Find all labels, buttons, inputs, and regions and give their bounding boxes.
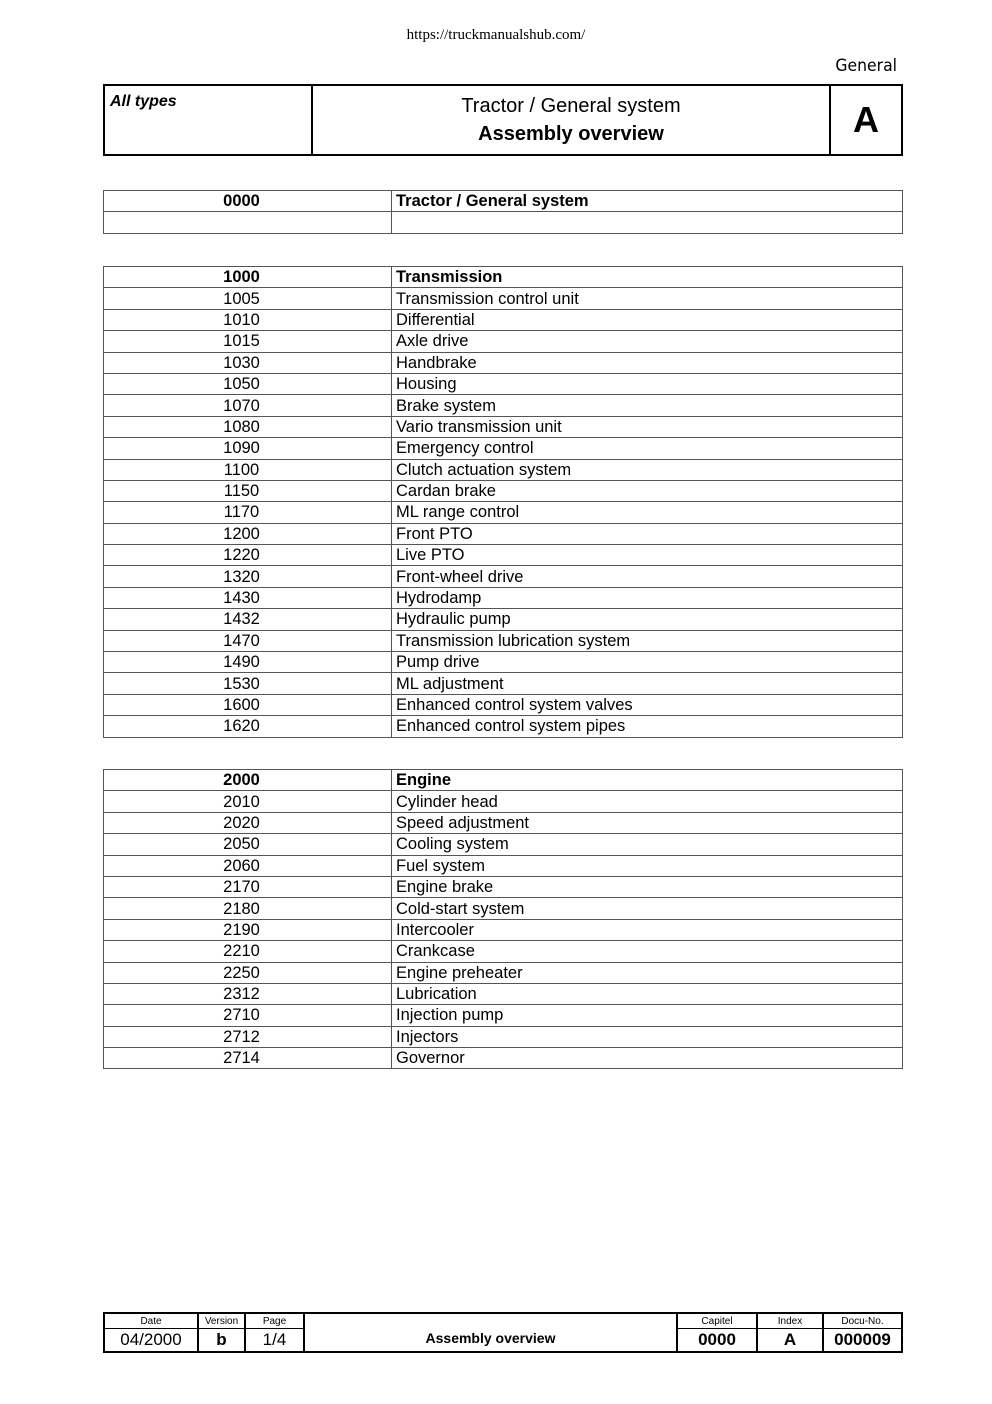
item-name: ML adjustment (392, 673, 903, 694)
table-row (104, 609, 903, 630)
table-row (104, 395, 903, 416)
footer-date: 04/2000 (120, 1330, 182, 1349)
item-name: Front PTO (392, 523, 903, 544)
item-name: Transmission control unit (392, 288, 903, 309)
item-code: 1430 (104, 587, 392, 608)
table-row (104, 941, 903, 962)
item-name: Engine preheater (392, 962, 903, 983)
item-code: 2020 (104, 812, 392, 833)
item-name: Governor (392, 1048, 903, 1069)
footer-capitel-cell (678, 1314, 758, 1351)
item-name: Clutch actuation system (392, 459, 903, 480)
footer-date-label: Date (105, 1314, 197, 1329)
item-name: Lubrication (392, 983, 903, 1004)
item-name: Brake system (392, 395, 903, 416)
item-code: 1220 (104, 545, 392, 566)
group-table-2000 (103, 769, 903, 1069)
document-subtitle: Assembly overview (478, 123, 664, 145)
item-name (392, 212, 903, 233)
group-name: Transmission (392, 267, 903, 288)
section-label: General (835, 56, 897, 76)
document-title: Tractor / General system (461, 95, 681, 117)
table-row (104, 716, 903, 737)
group-header-row (104, 191, 903, 212)
document-footer (103, 1312, 903, 1353)
footer-page: 1/4 (262, 1330, 287, 1349)
item-name: Handbrake (392, 352, 903, 373)
item-name: Fuel system (392, 855, 903, 876)
item-name: Hydrodamp (392, 587, 903, 608)
group-code: 1000 (104, 267, 392, 288)
group-header-row (104, 770, 903, 791)
group-header-row (104, 267, 903, 288)
group-name: Tractor / General system (392, 191, 903, 212)
item-code: 2210 (104, 941, 392, 962)
item-code: 1010 (104, 309, 392, 330)
table-row (104, 373, 903, 394)
index-letter: A (853, 99, 879, 140)
item-code: 1200 (104, 523, 392, 544)
item-name: Vario transmission unit (392, 416, 903, 437)
table-row (104, 1005, 903, 1026)
item-name: Injectors (392, 1026, 903, 1047)
item-name: Transmission lubrication system (392, 630, 903, 651)
item-code: 1005 (104, 288, 392, 309)
item-code: 1050 (104, 373, 392, 394)
table-row (104, 331, 903, 352)
item-name: Enhanced control system pipes (392, 716, 903, 737)
item-code: 1030 (104, 352, 392, 373)
group-name: Engine (392, 770, 903, 791)
item-code: 2190 (104, 919, 392, 940)
item-code: 1530 (104, 673, 392, 694)
item-code: 2714 (104, 1048, 392, 1069)
table-row (104, 876, 903, 897)
item-name: Intercooler (392, 919, 903, 940)
item-code: 2712 (104, 1026, 392, 1047)
item-code (104, 212, 392, 233)
item-name: Front-wheel drive (392, 566, 903, 587)
footer-docu-cell (824, 1314, 901, 1351)
item-code: 2180 (104, 898, 392, 919)
item-code: 1170 (104, 502, 392, 523)
item-name: Hydraulic pump (392, 609, 903, 630)
footer-version-label: Version (199, 1314, 244, 1329)
footer-index: A (783, 1330, 797, 1349)
item-name: Injection pump (392, 1005, 903, 1026)
item-name: Live PTO (392, 545, 903, 566)
item-code: 1432 (104, 609, 392, 630)
item-code: 2312 (104, 983, 392, 1004)
item-code: 1100 (104, 459, 392, 480)
table-row (104, 962, 903, 983)
table-row (104, 416, 903, 437)
item-name: Housing (392, 373, 903, 394)
item-code: 2710 (104, 1005, 392, 1026)
table-row (104, 919, 903, 940)
table-row (104, 652, 903, 673)
table-row (104, 834, 903, 855)
item-code: 2010 (104, 791, 392, 812)
source-url[interactable]: https://truckmanualshub.com/ (406, 27, 586, 43)
table-row (104, 812, 903, 833)
item-name: Axle drive (392, 331, 903, 352)
table-row (104, 480, 903, 501)
table-row (104, 587, 903, 608)
item-code: 1490 (104, 652, 392, 673)
item-name: Pump drive (392, 652, 903, 673)
footer-capitel-label: Capitel (678, 1314, 756, 1329)
item-code: 1070 (104, 395, 392, 416)
item-code: 1090 (104, 438, 392, 459)
table-row (104, 630, 903, 651)
item-name: Cardan brake (392, 480, 903, 501)
item-name: Differential (392, 309, 903, 330)
item-code: 1620 (104, 716, 392, 737)
item-code: 1150 (104, 480, 392, 501)
footer-version-cell (199, 1314, 246, 1351)
footer-docu-label: Docu-No. (824, 1314, 901, 1329)
table-row (104, 288, 903, 309)
footer-index-cell (758, 1314, 824, 1351)
item-code: 1600 (104, 694, 392, 715)
item-code: 1320 (104, 566, 392, 587)
item-name: Engine brake (392, 876, 903, 897)
item-code: 2250 (104, 962, 392, 983)
table-row (104, 352, 903, 373)
item-name: ML range control (392, 502, 903, 523)
table-row (104, 545, 903, 566)
table-row (104, 459, 903, 480)
table-row (104, 212, 903, 233)
table-row (104, 694, 903, 715)
footer-title-cell (305, 1314, 678, 1351)
footer-title: Assembly overview (425, 1329, 556, 1346)
item-code: 1080 (104, 416, 392, 437)
table-row (104, 1026, 903, 1047)
applicable-types: All types (105, 86, 313, 154)
footer-version: b (216, 1330, 227, 1349)
item-name: Cold-start system (392, 898, 903, 919)
item-name: Emergency control (392, 438, 903, 459)
item-name: Cooling system (392, 834, 903, 855)
item-name: Enhanced control system valves (392, 694, 903, 715)
table-row (104, 309, 903, 330)
item-code: 2060 (104, 855, 392, 876)
group-code: 2000 (104, 770, 392, 791)
table-row (104, 1048, 903, 1069)
footer-index-label: Index (758, 1314, 822, 1329)
table-row (104, 566, 903, 587)
table-row (104, 855, 903, 876)
group-table-1000 (103, 266, 903, 738)
item-name: Crankcase (392, 941, 903, 962)
item-name: Speed adjustment (392, 812, 903, 833)
table-row (104, 983, 903, 1004)
header-title-block (313, 86, 831, 154)
footer-date-cell (105, 1314, 199, 1351)
group-table-0000 (103, 190, 903, 234)
item-code: 2170 (104, 876, 392, 897)
table-row (104, 523, 903, 544)
footer-page-cell (246, 1314, 305, 1351)
item-code: 1470 (104, 630, 392, 651)
table-row (104, 791, 903, 812)
table-row (104, 438, 903, 459)
footer-docu-number: 000009 (834, 1330, 891, 1349)
table-row (104, 673, 903, 694)
footer-page-label: Page (246, 1314, 303, 1329)
item-code: 2050 (104, 834, 392, 855)
footer-capitel: 0000 (698, 1330, 736, 1349)
item-name: Cylinder head (392, 791, 903, 812)
item-code: 1015 (104, 331, 392, 352)
document-header (103, 84, 903, 156)
table-row (104, 898, 903, 919)
table-row (104, 502, 903, 523)
group-code: 0000 (104, 191, 392, 212)
